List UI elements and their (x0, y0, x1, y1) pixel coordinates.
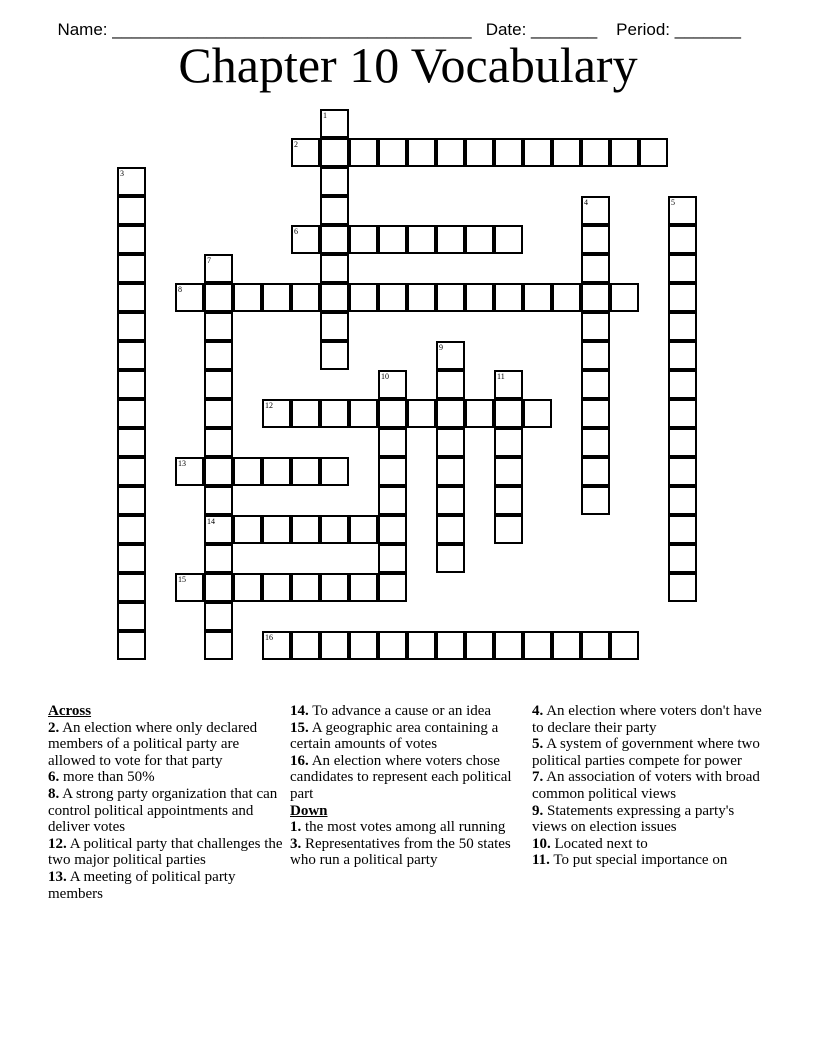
grid-cell[interactable] (494, 225, 523, 254)
clue-number: 13 (178, 459, 186, 468)
clue-item (290, 836, 526, 869)
grid-cell[interactable] (378, 457, 407, 486)
grid-cell[interactable] (494, 138, 523, 167)
grid-cell[interactable] (349, 225, 378, 254)
grid-cell[interactable] (320, 225, 349, 254)
grid-cell[interactable] (523, 138, 552, 167)
clue-item (290, 819, 526, 836)
grid-cell[interactable] (668, 457, 697, 486)
grid-cell[interactable] (117, 341, 146, 370)
grid-cell[interactable] (668, 544, 697, 573)
clue-number: 6 (294, 227, 298, 236)
grid-cell[interactable] (581, 312, 610, 341)
clue-number: 8 (178, 285, 182, 294)
grid-cell[interactable] (436, 138, 465, 167)
grid-cell[interactable] (117, 283, 146, 312)
grid-cell[interactable] (320, 515, 349, 544)
grid-cell[interactable] (668, 573, 697, 602)
grid-cell[interactable] (233, 283, 262, 312)
grid-cell[interactable] (581, 631, 610, 660)
clue-number-label: 15. (290, 719, 309, 736)
grid-cell[interactable] (204, 486, 233, 515)
grid-cell[interactable] (233, 573, 262, 602)
header (48, 0, 741, 40)
clue-text: A geographic area containing a certain amounts of votes (290, 719, 499, 753)
grid-cell[interactable] (494, 631, 523, 660)
clue-text: An election where voters chose candidates to represent each political part (290, 752, 512, 802)
clue-item (532, 703, 768, 736)
grid-cell[interactable] (668, 312, 697, 341)
grid-cell[interactable] (465, 399, 494, 428)
clue-item (48, 836, 284, 869)
grid-cell[interactable] (581, 254, 610, 283)
clue-text: An association of voters with broad common political views (532, 769, 760, 802)
grid-cell[interactable] (320, 283, 349, 312)
grid-cell[interactable] (523, 283, 552, 312)
grid-cell[interactable] (349, 515, 378, 544)
grid-cell[interactable] (581, 283, 610, 312)
grid-cell[interactable] (117, 399, 146, 428)
clue-number-label: 7. (532, 769, 544, 786)
grid-cell[interactable] (436, 457, 465, 486)
clue-item (290, 753, 526, 803)
clue-number-label: 4. (532, 703, 544, 719)
grid-cell[interactable] (465, 138, 494, 167)
grid-cell[interactable] (291, 515, 320, 544)
grid-cell[interactable] (117, 370, 146, 399)
grid-cell[interactable] (610, 631, 639, 660)
clue-item (290, 703, 526, 720)
clue-number: 2 (294, 140, 298, 149)
grid-cell[interactable] (436, 631, 465, 660)
grid-cell[interactable] (668, 515, 697, 544)
page-title: Chapter 10 Vocabulary (178, 37, 638, 93)
clues-column-1 (48, 703, 284, 902)
grid-cell[interactable] (378, 283, 407, 312)
grid-cell[interactable] (320, 312, 349, 341)
clues-column-2 (290, 703, 526, 869)
name-field[interactable]: Name: ______________________________________ (57, 20, 472, 39)
grid-cell[interactable] (436, 544, 465, 573)
grid-cell[interactable] (117, 544, 146, 573)
clue-number: 14 (207, 517, 215, 526)
grid-cell[interactable] (610, 283, 639, 312)
grid-cell[interactable] (204, 544, 233, 573)
grid-cell[interactable] (378, 544, 407, 573)
grid-cell[interactable] (378, 515, 407, 544)
grid-cell[interactable] (610, 138, 639, 167)
grid-cell[interactable] (581, 457, 610, 486)
grid-cell[interactable] (204, 515, 233, 544)
clue-item (48, 786, 284, 836)
clue-number-label: 9. (532, 802, 544, 819)
grid-cell[interactable] (436, 341, 465, 370)
grid-cell[interactable] (668, 341, 697, 370)
clue-text: Statements expressing a party's views on election issues (532, 802, 735, 836)
grid-cell[interactable] (291, 225, 320, 254)
grid-cell[interactable] (494, 399, 523, 428)
grid-cell[interactable] (494, 283, 523, 312)
grid-cell[interactable] (204, 602, 233, 631)
grid-cell[interactable] (581, 399, 610, 428)
clue-number-label: 6. (48, 769, 60, 786)
clue-number-label: 10. (532, 835, 551, 852)
grid-cell[interactable] (204, 631, 233, 660)
clue-item (532, 736, 768, 769)
grid-cell[interactable] (378, 486, 407, 515)
grid-cell[interactable] (378, 631, 407, 660)
grid-cell[interactable] (291, 138, 320, 167)
grid-cell[interactable] (320, 631, 349, 660)
down-heading: Down (290, 802, 328, 819)
grid-cell[interactable] (262, 573, 291, 602)
grid-cell[interactable] (436, 428, 465, 457)
grid-cell[interactable] (320, 457, 349, 486)
grid-cell[interactable] (407, 283, 436, 312)
grid-cell[interactable] (436, 370, 465, 399)
grid-cell[interactable] (117, 167, 146, 196)
grid-cell[interactable] (233, 457, 262, 486)
grid-cell[interactable] (494, 428, 523, 457)
grid-cell[interactable] (668, 486, 697, 515)
grid-cell[interactable] (117, 312, 146, 341)
grid-cell[interactable] (378, 399, 407, 428)
clue-number-label: 5. (532, 736, 544, 753)
grid-cell[interactable] (668, 399, 697, 428)
grid-cell[interactable] (552, 631, 581, 660)
grid-cell[interactable] (581, 138, 610, 167)
grid-cell[interactable] (204, 457, 233, 486)
date-field[interactable]: Date: _______ (485, 20, 598, 39)
grid-cell[interactable] (320, 109, 349, 138)
clue-text: An election where voters don't have to declare their party (532, 703, 762, 736)
clue-number: 10 (381, 372, 389, 381)
grid-cell[interactable] (436, 486, 465, 515)
grid-cell[interactable] (581, 486, 610, 515)
clue-number: 11 (497, 372, 505, 381)
grid-cell[interactable] (233, 515, 262, 544)
grid-cell[interactable] (117, 631, 146, 660)
grid-cell[interactable] (378, 428, 407, 457)
grid-cell[interactable] (117, 602, 146, 631)
clue-number-label: 12. (48, 835, 67, 852)
grid-cell[interactable] (581, 225, 610, 254)
grid-cell[interactable] (204, 283, 233, 312)
grid-cell[interactable] (552, 138, 581, 167)
grid-cell[interactable] (668, 225, 697, 254)
clue-item (48, 769, 284, 786)
clue-number-label: 3. (290, 835, 302, 852)
clue-number: 3 (120, 169, 124, 178)
grid-cell[interactable] (117, 573, 146, 602)
grid-cell[interactable] (494, 515, 523, 544)
grid-cell[interactable] (262, 457, 291, 486)
clue-text: A strong party organization that can control political appointments and deliver votes (48, 785, 278, 836)
grid-cell[interactable] (291, 283, 320, 312)
grid-cell[interactable] (523, 399, 552, 428)
grid-cell[interactable] (291, 631, 320, 660)
grid-cell[interactable] (407, 399, 436, 428)
clue-item (290, 720, 526, 753)
grid-cell[interactable] (494, 370, 523, 399)
grid-cell[interactable] (349, 573, 378, 602)
grid-cell[interactable] (175, 573, 204, 602)
grid-cell[interactable] (320, 167, 349, 196)
grid-cell[interactable] (117, 457, 146, 486)
clue-number: 12 (265, 401, 273, 410)
grid-cell[interactable] (320, 138, 349, 167)
grid-cell[interactable] (320, 254, 349, 283)
grid-cell[interactable] (262, 515, 291, 544)
grid-cell[interactable] (552, 283, 581, 312)
grid-cell[interactable] (349, 283, 378, 312)
clue-number-label: 16. (290, 752, 309, 769)
clue-number: 4 (584, 198, 588, 207)
grid-cell[interactable] (407, 225, 436, 254)
clue-number-label: 2. (48, 719, 60, 736)
grid-cell[interactable] (378, 225, 407, 254)
clue-text: more than 50% (63, 769, 155, 786)
grid-cell[interactable] (436, 515, 465, 544)
across-heading: Across (48, 703, 92, 719)
clue-text: An election where only declared members of a political party are allowed to vote for that party (48, 719, 258, 769)
grid-cell[interactable] (668, 428, 697, 457)
grid-cell[interactable] (668, 254, 697, 283)
clue-text: To advance a cause or an idea (312, 703, 492, 719)
grid-cell[interactable] (465, 283, 494, 312)
grid-cell[interactable] (407, 138, 436, 167)
clue-number-label: 11. (532, 852, 550, 869)
clue-number-label: 13. (48, 868, 67, 885)
grid-cell[interactable] (204, 341, 233, 370)
clue-number: 7 (207, 256, 211, 265)
grid-cell[interactable] (494, 457, 523, 486)
grid-cell[interactable] (262, 399, 291, 428)
clues-column-3 (532, 703, 768, 869)
clue-text: To put special importance on (553, 852, 728, 869)
clue-text: Located next to (554, 835, 648, 852)
grid-cell[interactable] (320, 573, 349, 602)
grid-cell[interactable] (407, 631, 436, 660)
clue-number: 9 (439, 343, 443, 352)
grid-cell[interactable] (668, 283, 697, 312)
grid-cell[interactable] (581, 428, 610, 457)
clue-item (48, 869, 284, 902)
grid-cell[interactable] (581, 370, 610, 399)
grid-cell[interactable] (494, 486, 523, 515)
grid-cell[interactable] (204, 573, 233, 602)
grid-cell[interactable] (117, 225, 146, 254)
grid-cell[interactable] (349, 631, 378, 660)
grid-cell[interactable] (668, 196, 697, 225)
grid-cell[interactable] (320, 341, 349, 370)
grid-cell[interactable] (262, 631, 291, 660)
grid-cell[interactable] (378, 370, 407, 399)
grid-cell[interactable] (349, 399, 378, 428)
grid-cell[interactable] (204, 428, 233, 457)
clue-number-label: 8. (48, 785, 60, 802)
grid-cell[interactable] (639, 138, 668, 167)
grid-cell[interactable] (204, 312, 233, 341)
clue-text: A political party that challenges the two major political parties (48, 835, 283, 869)
grid-cell[interactable] (175, 457, 204, 486)
grid-cell[interactable] (204, 399, 233, 428)
grid-cell[interactable] (320, 399, 349, 428)
clue-item (48, 720, 284, 770)
grid-cell[interactable] (175, 283, 204, 312)
grid-cell[interactable] (581, 196, 610, 225)
grid-cell[interactable] (117, 196, 146, 225)
grid-cell[interactable] (291, 573, 320, 602)
clue-number: 5 (671, 198, 675, 207)
grid-cell[interactable] (523, 631, 552, 660)
grid-cell[interactable] (204, 254, 233, 283)
clue-item (532, 769, 768, 802)
grid-cell[interactable] (378, 573, 407, 602)
clue-number: 16 (265, 633, 273, 642)
grid-cell[interactable] (581, 341, 610, 370)
grid-cell[interactable] (117, 486, 146, 515)
grid-cell[interactable] (117, 515, 146, 544)
grid-cell[interactable] (436, 225, 465, 254)
grid-cell[interactable] (465, 225, 494, 254)
clue-text: the most votes among all running (305, 819, 506, 836)
clue-number-label: 1. (290, 819, 302, 836)
clue-item (532, 836, 768, 853)
grid-cell[interactable] (291, 457, 320, 486)
clue-item (532, 803, 768, 836)
grid-cell[interactable] (668, 370, 697, 399)
clue-text: A meeting of political party members (48, 868, 236, 902)
grid-cell[interactable] (262, 283, 291, 312)
grid-cell[interactable] (349, 138, 378, 167)
grid-cell[interactable] (320, 196, 349, 225)
grid-cell[interactable] (436, 283, 465, 312)
clue-number: 15 (178, 575, 186, 584)
clue-text: Representatives from the 50 states who run a political party (290, 835, 511, 869)
grid-cell[interactable] (291, 399, 320, 428)
grid-cell[interactable] (378, 138, 407, 167)
grid-cell[interactable] (204, 370, 233, 399)
period-field[interactable]: Period: _______ (616, 20, 741, 39)
clue-number-label: 14. (290, 703, 309, 719)
grid-cell[interactable] (117, 428, 146, 457)
clue-item (532, 852, 768, 869)
clue-text: A system of government where two political parties compete for power (532, 736, 760, 769)
grid-cell[interactable] (117, 254, 146, 283)
grid-cell[interactable] (465, 631, 494, 660)
clue-number: 1 (323, 111, 327, 120)
grid-cell[interactable] (436, 399, 465, 428)
